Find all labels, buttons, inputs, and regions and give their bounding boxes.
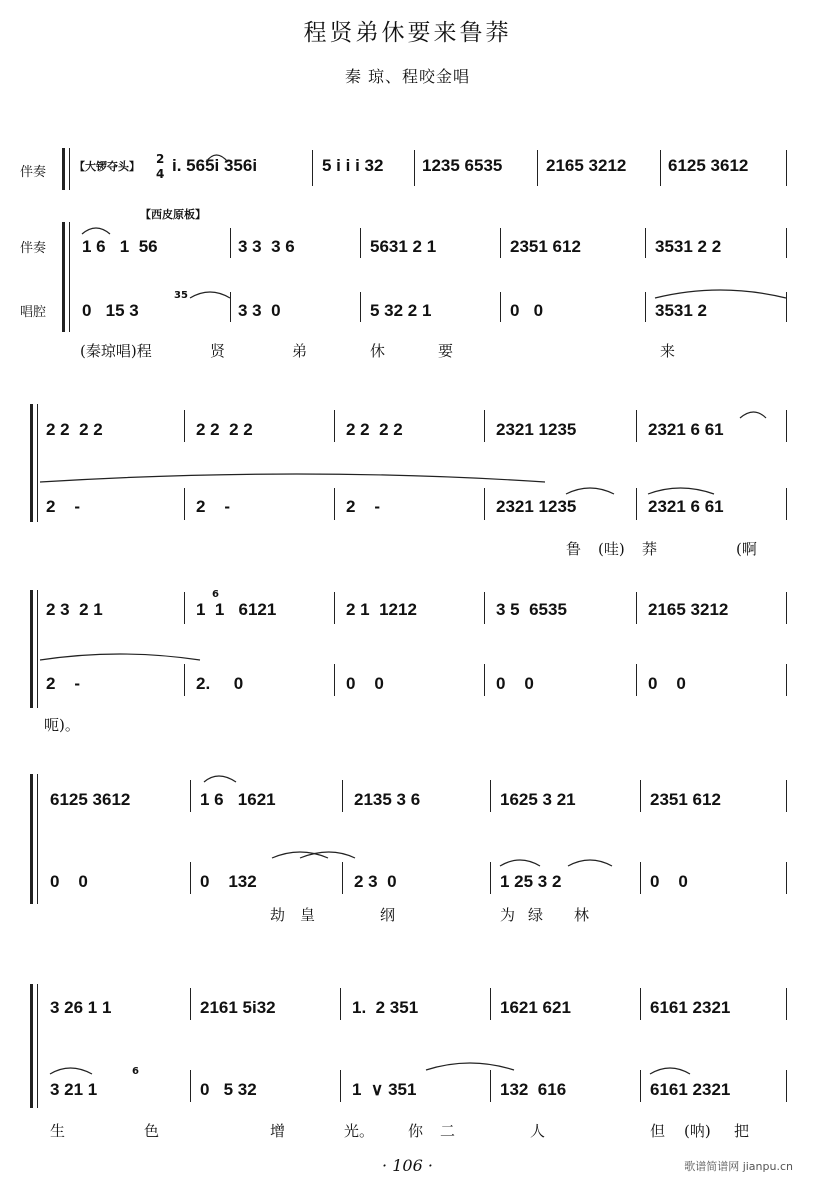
barline [786,228,787,258]
barline [484,410,485,442]
lyric: 林 [574,906,590,924]
barline [190,988,191,1020]
s3-vocal-m4: 2321 1235 [496,497,577,516]
barline [500,292,501,322]
barline [490,1070,491,1102]
barline [786,592,787,624]
s3-vocal-m5: 2321 6 61 [648,497,724,516]
s2-accomp-m5: 3531 2 2 [655,237,722,256]
brace-thin-s4 [37,590,38,708]
tag-intro: 【大锣夺头】 [74,160,140,173]
brace-thin-s2 [69,222,70,332]
lyric: 绿 [528,906,544,924]
label-vocal-s2: 唱腔 [20,305,47,320]
barline [786,488,787,520]
barline [786,862,787,894]
lyric: 光。 [344,1122,375,1140]
barline [360,228,361,258]
barline [640,780,641,812]
barline [340,1070,341,1102]
barline [786,664,787,696]
s2-accomp-m2: 3 3 3 6 [238,237,295,256]
lyric: 你 [408,1122,424,1140]
s6-vocal-m5: 6161 2321 [650,1080,731,1099]
lyric: 弟 [292,342,308,360]
barline [490,862,491,894]
s6-vocal-m3: 1 ∨ 351 [352,1080,417,1099]
watermark: 歌谱简谱网 jianpu.cn [684,1160,793,1173]
brace-s3 [30,404,33,522]
s6-accomp-m3: 1. 2 351 [352,998,419,1017]
lyric: 生 [50,1122,66,1140]
s6-accomp-m4: 1621 621 [500,998,571,1017]
barline [342,862,343,894]
lyric: 为 [500,906,516,924]
s5-accomp-m4: 1625 3 21 [500,790,576,809]
s2-accomp-m1: 1 6 1 56 [82,237,158,256]
barline [184,488,185,520]
time-sig-bottom: 4 [156,167,165,181]
brace-s4 [30,590,33,708]
lyric: 把 [734,1122,750,1140]
barline [334,664,335,696]
s2-vocal-m3: 5 32 2 1 [370,301,432,320]
barline [636,488,637,520]
s6-accomp-m1: 3 26 1 1 [50,998,112,1017]
s3-accomp-m2: 2 2 2 2 [196,420,253,439]
grace-note-s6: 6 [132,1066,139,1077]
barline [334,488,335,520]
brace-s1 [62,148,65,190]
brace-s5 [30,774,33,904]
s4-accomp-m3: 2 1 1212 [346,600,417,619]
barline [786,150,787,186]
s1-accomp-m3: 1235 6535 [422,156,503,175]
tag-section: 【西皮原板】 [140,208,206,221]
lyric: 呃)。 [44,716,80,734]
barline [334,410,335,442]
s3-vocal-m2: 2 - [196,497,231,516]
lyric: 劫 [270,906,286,924]
s2-accomp-m3: 5631 2 1 [370,237,437,256]
lyric: (啊 [736,540,757,558]
s3-accomp-m4: 2321 1235 [496,420,577,439]
s1-accomp-m1: i. 565i 356i [172,156,258,175]
s5-vocal-m1: 0 0 [50,872,88,891]
page-number: · 106 · [382,1156,433,1175]
brace-thin-s1 [69,148,70,190]
s6-accomp-m2: 2161 5i32 [200,998,276,1017]
lyric: 鲁 [566,540,582,558]
lyric: 增 [270,1122,286,1140]
s1-accomp-m4: 2165 3212 [546,156,627,175]
barline [190,780,191,812]
s5-accomp-m2: 1 6 1621 [200,790,276,809]
s3-vocal-m1: 2 - [46,497,81,516]
barline [786,988,787,1020]
barline [230,292,231,322]
s2-vocal-m2: 3 3 0 [238,301,281,320]
lyric: 二 [440,1122,456,1140]
barline [786,1070,787,1102]
barline [484,488,485,520]
s6-vocal-m4: 132 616 [500,1080,567,1099]
barline [484,592,485,624]
brace-thin-s3 [37,404,38,522]
lyric: 来 [660,342,676,360]
s5-vocal-m3: 2 3 0 [354,872,397,891]
s4-vocal-m2: 2. 0 [196,674,244,693]
barline [334,592,335,624]
barline [312,150,313,186]
barline [490,988,491,1020]
s5-vocal-m2: 0 132 [200,872,257,891]
barline [342,780,343,812]
s3-accomp-m5: 2321 6 61 [648,420,724,439]
s3-vocal-m3: 2 - [346,497,381,516]
barline [184,592,185,624]
s4-vocal-m4: 0 0 [496,674,534,693]
barline [640,988,641,1020]
lyric: 贤 [210,342,226,360]
barline [645,292,646,322]
lyric: 色 [144,1122,160,1140]
barline [184,664,185,696]
s5-vocal-m4: 1 25 3 2 [500,872,562,891]
grace-note-s2: 35 [174,290,188,301]
s6-vocal-m1: 3 21 1 [50,1080,98,1099]
barline [190,862,191,894]
lyric: 但 [650,1122,666,1140]
brace-thin-s6 [37,984,38,1108]
lyric: (呐) [684,1122,711,1140]
s4-vocal-m1: 2 - [46,674,81,693]
barline [184,410,185,442]
barline [786,780,787,812]
lyric: (哇) [598,540,625,558]
barline [340,988,341,1020]
barline [484,664,485,696]
brace-s6 [30,984,33,1108]
s5-accomp-m5: 2351 612 [650,790,721,809]
page-title: 程贤弟休要来鲁莽 [303,20,512,46]
barline [786,410,787,442]
barline [190,1070,191,1102]
s3-accomp-m1: 2 2 2 2 [46,420,103,439]
barline [230,228,231,258]
barline [500,228,501,258]
lyric: 人 [530,1122,546,1140]
s6-accomp-m5: 6161 2321 [650,998,731,1017]
s4-vocal-m5: 0 0 [648,674,686,693]
barline [414,150,415,186]
lyric: 休 [370,342,386,360]
barline [490,780,491,812]
lyric: 莽 [642,540,658,558]
lyric: (秦琼唱)程 [80,342,152,360]
barline [636,664,637,696]
s6-vocal-m2: 0 5 32 [200,1080,257,1099]
s4-vocal-m3: 0 0 [346,674,384,693]
barline [786,292,787,322]
barline [360,292,361,322]
grace-note-s4: 6 [212,589,219,600]
barline [640,1070,641,1102]
lyric: 纲 [380,906,396,924]
page-subtitle: 秦 琼、程咬金唱 [344,67,471,86]
barline [537,150,538,186]
s1-accomp-m5: 6125 3612 [668,156,749,175]
barline [636,592,637,624]
s5-accomp-m3: 2135 3 6 [354,790,421,809]
s5-accomp-m1: 6125 3612 [50,790,131,809]
s2-accomp-m4: 2351 612 [510,237,581,256]
barline [645,228,646,258]
label-accomp-s1: 伴奏 [20,165,47,180]
s2-vocal-m4: 0 0 [510,301,544,320]
s3-accomp-m3: 2 2 2 2 [346,420,403,439]
barline [660,150,661,186]
s4-accomp-m5: 2165 3212 [648,600,729,619]
barline [636,410,637,442]
s2-vocal-m5: 3531 2 [655,301,707,320]
s5-vocal-m5: 0 0 [650,872,688,891]
barline [640,862,641,894]
s2-vocal-m1: 0 15 3 [82,301,139,320]
lyric: 皇 [300,906,316,924]
s4-accomp-m2: 1 1 6121 [196,600,277,619]
label-accomp-s2: 伴奏 [20,241,47,256]
s1-accomp-m2: 5 i i i 32 [322,156,384,175]
time-sig-top: 2 [156,152,165,166]
brace-s2 [62,222,65,332]
s4-accomp-m1: 2 3 2 1 [46,600,103,619]
brace-thin-s5 [37,774,38,904]
lyric: 要 [438,342,454,360]
s4-accomp-m4: 3 5 6535 [496,600,567,619]
